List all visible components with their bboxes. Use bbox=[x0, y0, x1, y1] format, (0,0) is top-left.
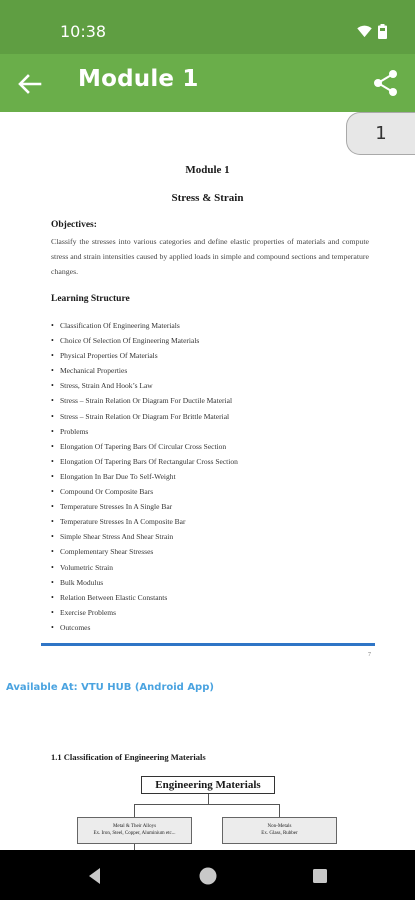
list-item: • Elongation Of Tapering Bars Of Circular Cross Section bbox=[51, 439, 238, 454]
status-time: 10:38 bbox=[60, 22, 107, 41]
list-item: • Temperature Stresses In A Composite Bar bbox=[51, 514, 238, 529]
share-icon bbox=[371, 68, 401, 98]
app-bar bbox=[0, 54, 415, 112]
page-divider bbox=[41, 643, 375, 646]
diagram-metals-box bbox=[77, 817, 192, 844]
learning-structure-list bbox=[51, 318, 238, 635]
list-item: • Elongation In Bar Due To Self-Weight bbox=[51, 469, 238, 484]
diagram-connector bbox=[208, 794, 209, 804]
list-item: • Elongation Of Tapering Bars Of Rectangular Cross Section bbox=[51, 454, 238, 469]
list-item: • Stress – Strain Relation Or Diagram For Ductile Material bbox=[51, 393, 238, 408]
nonmetals-label: Non-Metals bbox=[267, 824, 292, 829]
objectives-text: Classify the stresses into various categories and define elastic properties of materials and compute stress and strain intensities caused by applied loads in simple and compound sections and temperature changes. bbox=[51, 237, 369, 276]
diagram-root-box: Engineering Materials bbox=[141, 776, 275, 794]
wifi-icon bbox=[357, 25, 372, 38]
pdf-viewer[interactable] bbox=[0, 112, 415, 850]
list-item: • Temperature Stresses In A Single Bar bbox=[51, 499, 238, 514]
nav-home-icon[interactable] bbox=[197, 865, 219, 887]
list-item: • Simple Shear Stress And Shear Strain bbox=[51, 529, 238, 544]
pdf-subheading: Stress & Strain bbox=[171, 192, 244, 204]
diagram-connector bbox=[134, 804, 280, 805]
list-item: • Classification Of Engineering Materials bbox=[51, 318, 238, 333]
back-button[interactable] bbox=[14, 68, 46, 100]
available-at-link[interactable]: Available At: VTU HUB (Android App) bbox=[6, 682, 214, 693]
section-title: 1.1 Classification of Engineering Materials bbox=[51, 752, 206, 762]
list-item: • Choice Of Selection Of Engineering Materials bbox=[51, 333, 238, 348]
metals-label: Metal & Their Alloys bbox=[112, 824, 157, 829]
pdf-page-number: 7 bbox=[368, 652, 371, 658]
diagram-connector bbox=[279, 804, 280, 817]
page-title: Module 1 bbox=[78, 66, 199, 92]
objectives-heading: Objectives: bbox=[51, 220, 97, 230]
list-item: • Complementary Shear Stresses bbox=[51, 544, 238, 559]
status-bar bbox=[0, 0, 415, 54]
nav-back-icon[interactable] bbox=[84, 865, 106, 887]
list-item: • Volumetric Strain bbox=[51, 560, 238, 575]
list-item: • Problems bbox=[51, 424, 238, 439]
list-item: • Bulk Modulus bbox=[51, 575, 238, 590]
pdf-module-heading: Module 1 bbox=[185, 164, 230, 176]
list-item: • Stress, Strain And Hook’s Law bbox=[51, 378, 238, 393]
battery-icon bbox=[378, 24, 387, 39]
list-item: • Stress – Strain Relation Or Diagram For Brittle Material bbox=[51, 409, 238, 424]
nav-recents-icon[interactable] bbox=[309, 865, 331, 887]
nonmetals-examples: Ex. Glass, Rubber bbox=[261, 831, 298, 836]
share-button[interactable] bbox=[371, 68, 401, 98]
status-icons bbox=[357, 24, 387, 39]
metals-examples: Ex. Iron, Steel, Copper, Aluminium etc... bbox=[93, 831, 176, 836]
page-indicator: 1 bbox=[346, 112, 415, 155]
list-item: • Physical Properties Of Materials bbox=[51, 348, 238, 363]
diagram-connector bbox=[134, 804, 135, 817]
list-item: • Mechanical Properties bbox=[51, 363, 238, 378]
system-nav-bar bbox=[0, 850, 415, 900]
diagram-nonmetals-box bbox=[222, 817, 337, 844]
learning-structure-heading: Learning Structure bbox=[51, 294, 130, 304]
arrow-left-icon bbox=[14, 68, 46, 100]
list-item: • Relation Between Elastic Constants bbox=[51, 590, 238, 605]
list-item: • Outcomes bbox=[51, 620, 238, 635]
list-item: • Compound Or Composite Bars bbox=[51, 484, 238, 499]
list-item: • Exercise Problems bbox=[51, 605, 238, 620]
